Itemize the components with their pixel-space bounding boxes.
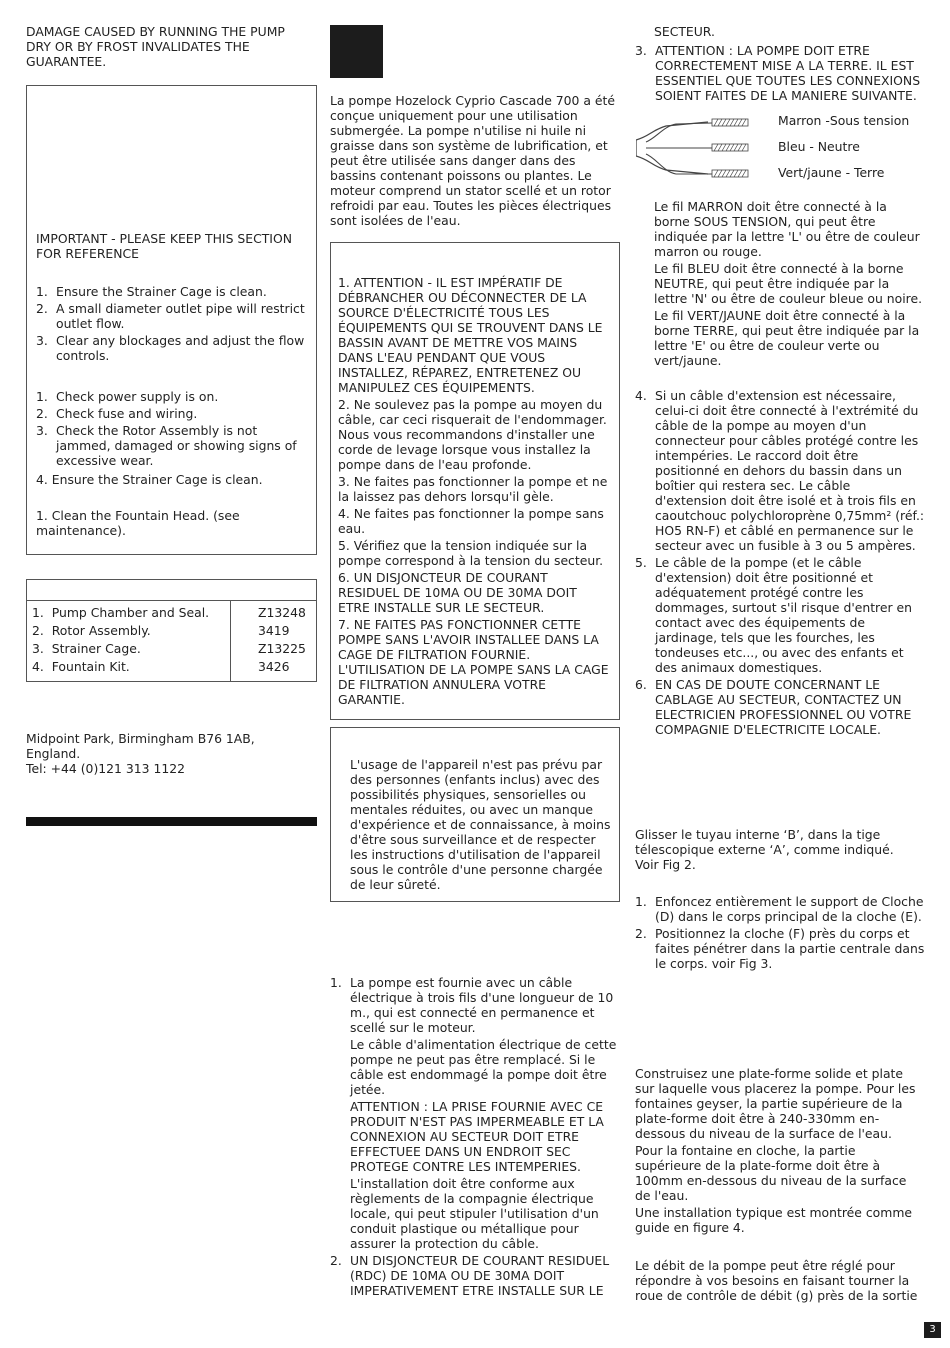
list-item: 1. Clean the Fountain Head. (see maintenance).: [36, 508, 240, 538]
table-row: 1. Pump Chamber and Seal. Z13248: [32, 605, 306, 620]
spare-parts-table: [28, 605, 315, 677]
continued-text: SECTEUR.: [654, 24, 715, 39]
list-item: 2. A small diameter outlet pipe will restrict outlet flow.: [36, 301, 305, 331]
list-item: 3. Clear any blockages and adjust the flow controls.: [36, 333, 305, 363]
page-number: 3: [924, 1322, 941, 1338]
usage-notice-box: [330, 727, 620, 902]
wire-label-live: Marron -Sous tension: [778, 113, 910, 128]
wire-label-earth: Vert/jaune - Terre: [778, 165, 885, 180]
safety-item: 5. Vérifiez que la tension indiquée sur la pompe correspond à la tension du secteur.: [338, 538, 604, 568]
list-item: 2. Positionnez la cloche (F) près du corps et faites pénétrer dans la partie centrale dans le corps. voir Fig 3.: [635, 926, 925, 971]
electrical-list: [330, 975, 620, 1300]
safety-item: 2. Ne soulevez pas la pompe au moyen du câble, car ceci risquerait de l'endommager. Nous vous recommandons d'installer une corde de levage lorsque vous installez la pompe dans de l'eau profonde.: [338, 397, 607, 472]
safety-item: 6. UN DISJONCTEUR DE COURANT RESIDUEL DE 10MA OU DE 30MA DOIT ETRE INSTALLE SUR LE SECTEUR.: [338, 570, 577, 615]
low-flow-list: [36, 284, 311, 365]
list-item: 3. Check the Rotor Assembly is not jammed, damaged or showing signs of excessive wear.: [36, 423, 297, 468]
list-item: 5. Le câble de la pompe (et le câble d'extension) doit être positionné et adéquatement protégé contre les dommages, surtout s'il risque d'entrer en contact avec des équipements de jardinage, tels que les fourches, les tondeuses etc..., ou avec des enfants et des animaux domestiques.: [635, 555, 913, 675]
important-note: IMPORTANT - PLEASE KEEP THIS SECTION FOR REFERENCE: [36, 231, 292, 261]
list-item: 2. Check fuse and wiring.: [36, 406, 198, 421]
telescopic-tube-instruction: Glisser le tuyau interne ‘B’, dans la tige télescopique externe ‘A’, comme indiqué. Voir Fig 2.: [635, 827, 894, 872]
wire-label-neutral: Bleu - Neutre: [778, 139, 860, 154]
table-row: 2. Rotor Assembly. 3419: [32, 623, 290, 638]
company-address: Midpoint Park, Birmingham B76 1AB, England. Tel: +44 (0)121 313 1122: [26, 731, 255, 776]
spare-parts-box: [26, 579, 317, 682]
safety-item: 7. NE FAITES PAS FONCTIONNER CETTE POMPE SANS L'AVOIR INSTALLEE DANS LA CAGE DE FILTRATION FOURNIE. L'UTILISATION DE LA POMPE SANS LA CAGE DE FILTRATION ANNULERA VOTRE GARANTIE.: [338, 617, 609, 707]
troubleshooting-box: [26, 85, 317, 555]
table-row: 4. Fountain Kit. 3426: [32, 659, 290, 674]
usage-notice: L'usage de l'appareil n'est pas prévu par des personnes (enfants inclus) avec des possibilités physiques, sensorielles ou mentales réduites, ou avec un manque d'expérience et de connaissance, à moins d'être sous surveillance et de respecter les instructions d'utilisation de l'appareil sous le contrôle d'une personne chargée de leur sûreté.: [350, 757, 611, 892]
flow-adjustment-text: Le débit de la pompe peut être réglé pour répondre à vos besoins en faisant tourner la roue de contrôle de débit (g) près de la sortie: [635, 1258, 918, 1303]
cable-list: [635, 388, 925, 739]
frost-warning: DAMAGE CAUSED BY RUNNING THE PUMP DRY OR BY FROST INVALIDATES THE GUARANTEE.: [26, 24, 285, 69]
language-marker-square: [330, 25, 383, 78]
safety-box: [330, 242, 620, 720]
list-item: 4. Ensure the Strainer Cage is clean.: [36, 472, 263, 487]
wire-diagram: [636, 112, 756, 184]
table-row: 3. Strainer Cage. Z13225: [32, 641, 306, 656]
list-item: 2. UN DISJONCTEUR DE COURANT RESIDUEL (RDC) DE 10MA OU DE 30MA DOIT IMPERATIVEMENT ETRE INSTALLE SUR LE: [330, 1253, 610, 1298]
list-item: 1. Enfoncez entièrement le support de Cloche (D) dans le corps principal de la cloche (E).: [635, 894, 924, 924]
list-item: 1. Ensure the Strainer Cage is clean.: [36, 284, 267, 299]
wire-instructions: Le fil MARRON doit être connecté à la borne SOUS TENSION, qui peut être indiquée par la lettre 'L' ou être de couleur marron ou rouge. Le fil BLEU doit être connecté à la borne NEUTRE, qui peut être indiquée par la lettre 'N' ou être de couleur bleue ou noire. Le fil VERT/JAUNE doit être connecté à la borne TERRE, qui peut être indiquée par la lettre 'E' ou être de couleur verte ou vert/jaune.: [654, 199, 923, 368]
safety-item: 1. ATTENTION - IL EST IMPÉRATIF DE DÉBRANCHER OU DÉCONNECTER DE LA SOURCE D'ÉLECTRICITÉ TOUS LES ÉQUIPEMENTS QUI SE TROUVENT DANS LE BASSIN AVANT DE METTRE VOS MAINS DANS L'EAU PENDANT QUE VOUS INSTALLEZ, RÉPAREZ, ENTRETENEZ OU MANIPULEZ CES ÉQUIPEMENTS.: [338, 275, 603, 395]
safety-item: 3. Ne faites pas fonctionner la pompe et ne la laissez pas dehors lorsqu'il gèle.: [338, 474, 608, 504]
no-operation-list: [36, 389, 311, 470]
cloche-list: [635, 894, 925, 973]
product-intro: La pompe Hozelock Cyprio Cascade 700 a été conçue uniquement pour une utilisation submergée. La pompe n'utilise ni huile ni graisse dans son système de lubrification, et peut être utilisée sans danger dans des bassins contenant poissons ou plantes. Le moteur comprend un stator scellé et un rotor refroidi par eau. Toutes les pièces électriques sont isolées de l'eau.: [330, 93, 616, 228]
wiring-list: [635, 43, 925, 105]
list-item: 1. La pompe est fournie avec un câble électrique à trois fils d'une longueur de 10 m., qui est connecté en permanence et scellé sur le moteur. Le câble d'alimentation électrique de cette pompe ne peut pas être remplacé. Si le câble est endommagé la pompe doit être jetée. ATTENTION : LA PRISE FOURNIE AVEC CE PRODUIT N'EST PAS IMPERMEABLE ET LA CONNEXION AU SECTEUR DOIT ETRE EFFECTUEE DANS UN ENDROIT SEC PROTEGE CONTRE LES INTEMPERIES. L'installation doit être conforme aux règlements de la compagnie électrique locale, qui peut stipuler l'utilisation d'un conduit plastique ou métallique pour assurer la protection du câble.: [330, 975, 617, 1251]
list-item: 4. Si un câble d'extension est nécessaire, celui-ci doit être connecté à l'extrémité du câble de la pompe au moyen d'un connecteur pour câbles protégé contre les intempéries. Le raccord doit être positionné en dehors du bassin dans un boîtier qui restera sec. Le câble d'extension doit être isolé et à trois fils en caoutchouc polychloroprène 0,75mm² (réf.: HO5 RN-F) et câblé en permanence sur le secteur avec un fusible à 3 ou 5 ampères.: [635, 388, 925, 553]
divider-bar: [26, 817, 317, 826]
safety-item: 4. Ne faites pas fonctionner la pompe sans eau.: [338, 506, 604, 536]
list-item: 3. ATTENTION : LA POMPE DOIT ETRE CORRECTEMENT MISE A LA TERRE. IL EST ESSENTIEL QUE TOUTES LES CONNEXIONS SOIENT FAITES DE LA MANIERE SUIVANTE.: [635, 43, 921, 103]
list-item: 1. Check power supply is on.: [36, 389, 219, 404]
list-item: 6. EN CAS DE DOUTE CONCERNANT LE CABLAGE AU SECTEUR, CONTACTEZ UN ELECTRICIEN PROFESSIONNEL OU VOTRE COMPAGNIE D'ELECTRICITE LOCALE.: [635, 677, 912, 737]
platform-instructions: Construisez une plate-forme solide et plate sur laquelle vous placerez la pompe. Pour les fontaines geyser, la partie supérieure de la plate-forme doit être à 240-330mm en-dessous du niveau de la surface de l'eau. Pour la fontaine en cloche, la partie supérieure de la plate-forme doit être à 100mm en-dessous du niveau de la surface de l'eau. Une installation typique est montrée comme guide en figure 4.: [635, 1066, 916, 1235]
